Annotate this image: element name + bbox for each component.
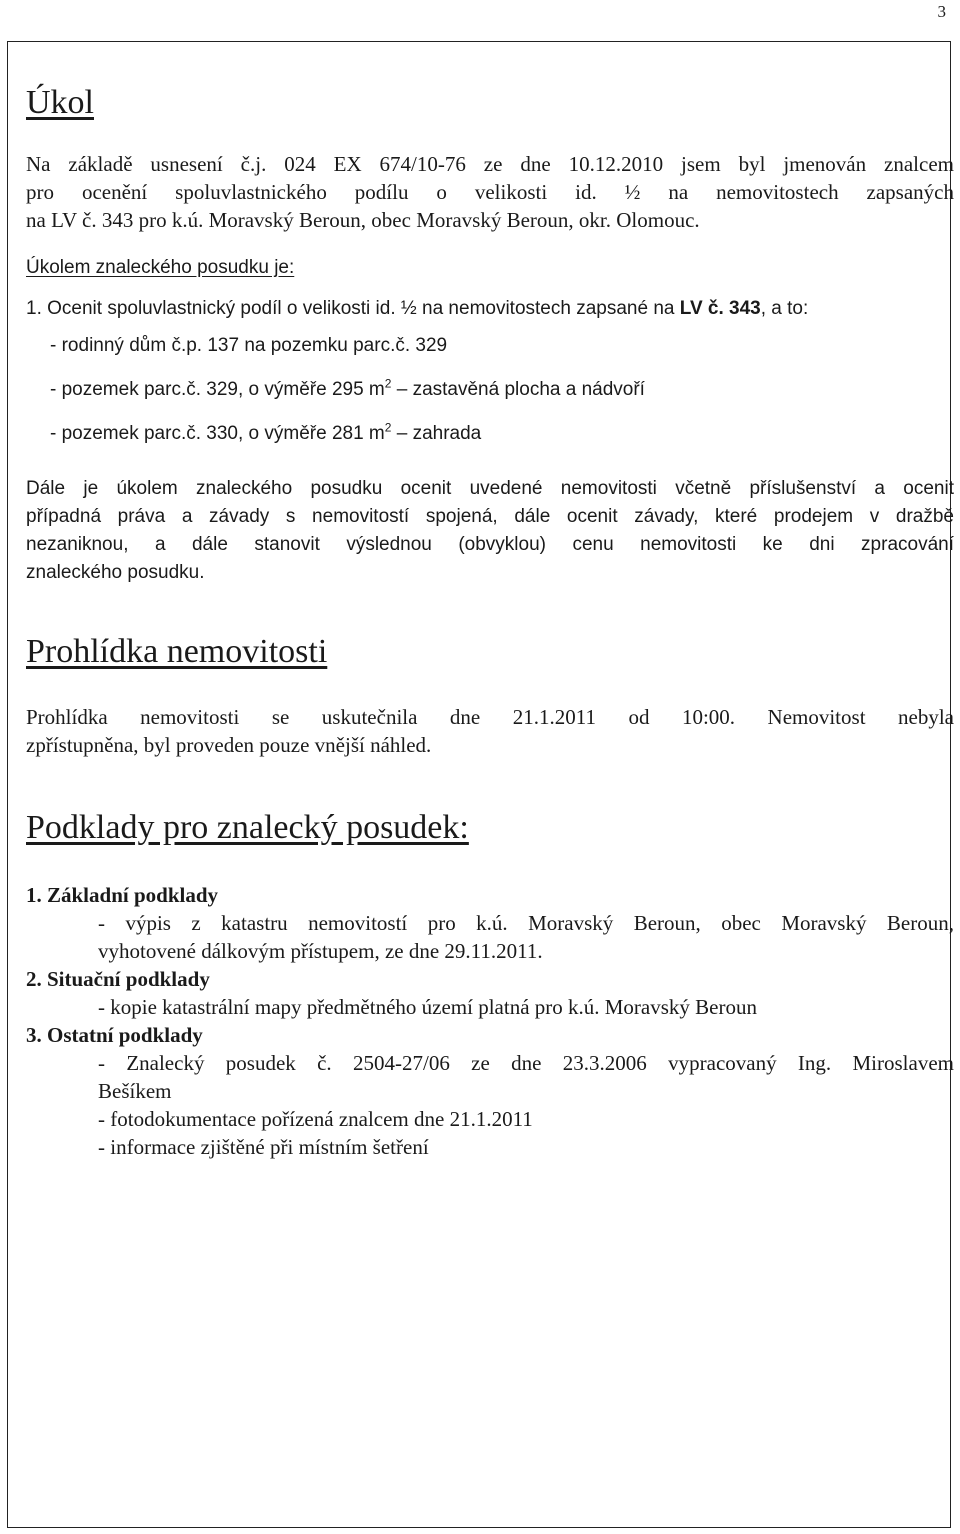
task-item-1-lv: LV č. 343 xyxy=(679,298,761,319)
podklady-section-title: 3. Ostatní podklady xyxy=(26,1023,203,1047)
task-item-1-suffix: , a to: xyxy=(760,298,809,319)
task-item-1-text: 1. Ocenit spoluvlastnický podíl o velikosti id. ½ na nemovitostech zapsané na xyxy=(26,298,680,319)
sub3-sup: 2 xyxy=(384,420,392,435)
prohlidka-heading: Prohlídka nemovitosti xyxy=(26,633,328,670)
podklady-heading: Podklady pro znalecký posudek: xyxy=(26,809,469,846)
page-frame xyxy=(7,41,954,1528)
podklady-list xyxy=(26,881,954,1161)
task-sub-item xyxy=(26,420,954,448)
task-sub-item: - rodinný dům č.p. 137 na pozemku parc.č. 329 xyxy=(50,335,448,356)
prohlidka-text xyxy=(26,703,954,759)
sub2-suffix: – zastavěná plocha a nádvoří xyxy=(391,379,645,400)
podklady-row: - výpis z katastru nemovitostí pro k.ú. Moravský Beroun, obec Moravský Beroun, xyxy=(98,911,954,935)
sub2-sup: 2 xyxy=(384,376,392,391)
podklady-section-title: 1. Základní podklady xyxy=(26,883,219,907)
further-line: Dále je úkolem znaleckého posudku ocenit uvedené nemovitosti včetně příslušenství a ocenit xyxy=(26,478,954,499)
prohlidka-line: Prohlídka nemovitosti se uskutečnila dne 21.1.2011 od 10:00. Nemovitost nebyla xyxy=(26,705,954,729)
sub3-suffix: – zahrada xyxy=(391,423,482,444)
ukol-heading: Úkol xyxy=(26,84,94,121)
podklady-section-title: 2. Situační podklady xyxy=(26,967,210,991)
podklady-row: - informace zjištěné při místním šetření xyxy=(98,1135,429,1159)
task-item-1 xyxy=(26,295,954,323)
podklady-row: - Znalecký posudek č. 2504-27/06 ze dne 23.3.2006 vypracovaný Ing. Miroslavem xyxy=(98,1051,954,1075)
task-label: Úkolem znaleckého posudku je: xyxy=(26,257,295,278)
page-number: 3 xyxy=(937,2,946,21)
podklady-row: - kopie katastrální mapy předmětného území platná pro k.ú. Moravský Beroun xyxy=(98,995,757,1019)
intro-line: pro ocenění spoluvlastnického podílu o velikosti id. ½ na nemovitostech zapsaných xyxy=(26,180,954,204)
podklady-row: Bešíkem xyxy=(98,1079,172,1103)
further-line: nezaniknou, a dále stanovit výslednou (obvyklou) cenu nemovitosti ke dni zpracování xyxy=(26,534,954,555)
sub2-text: - pozemek parc.č. 329, o výměře 295 m xyxy=(50,379,385,400)
prohlidka-line: zpřístupněna, byl proveden pouze vnější náhled. xyxy=(26,733,432,757)
document-content xyxy=(26,42,954,1161)
further-line: znaleckého posudku. xyxy=(26,562,205,583)
intro-line: Na základě usnesení č.j. 024 EX 674/10-76 ze dne 10.12.2010 jsem byl jmenován znalcem xyxy=(26,152,954,176)
further-line: případná práva a závady s nemovitostí spojená, dále ocenit závady, které prodejem v dražbě xyxy=(26,506,954,527)
ukol-intro xyxy=(26,150,954,234)
further-tasks xyxy=(26,475,954,587)
task-sub-item xyxy=(26,376,954,404)
intro-line: na LV č. 343 pro k.ú. Moravský Beroun, obec Moravský Beroun, okr. Olomouc. xyxy=(26,208,700,232)
podklady-row: - fotodokumentace pořízená znalcem dne 21.1.2011 xyxy=(98,1107,533,1131)
sub3-text: - pozemek parc.č. 330, o výměře 281 m xyxy=(50,423,385,444)
podklady-row: vyhotovené dálkovým přístupem, ze dne 29.11.2011. xyxy=(98,939,543,963)
